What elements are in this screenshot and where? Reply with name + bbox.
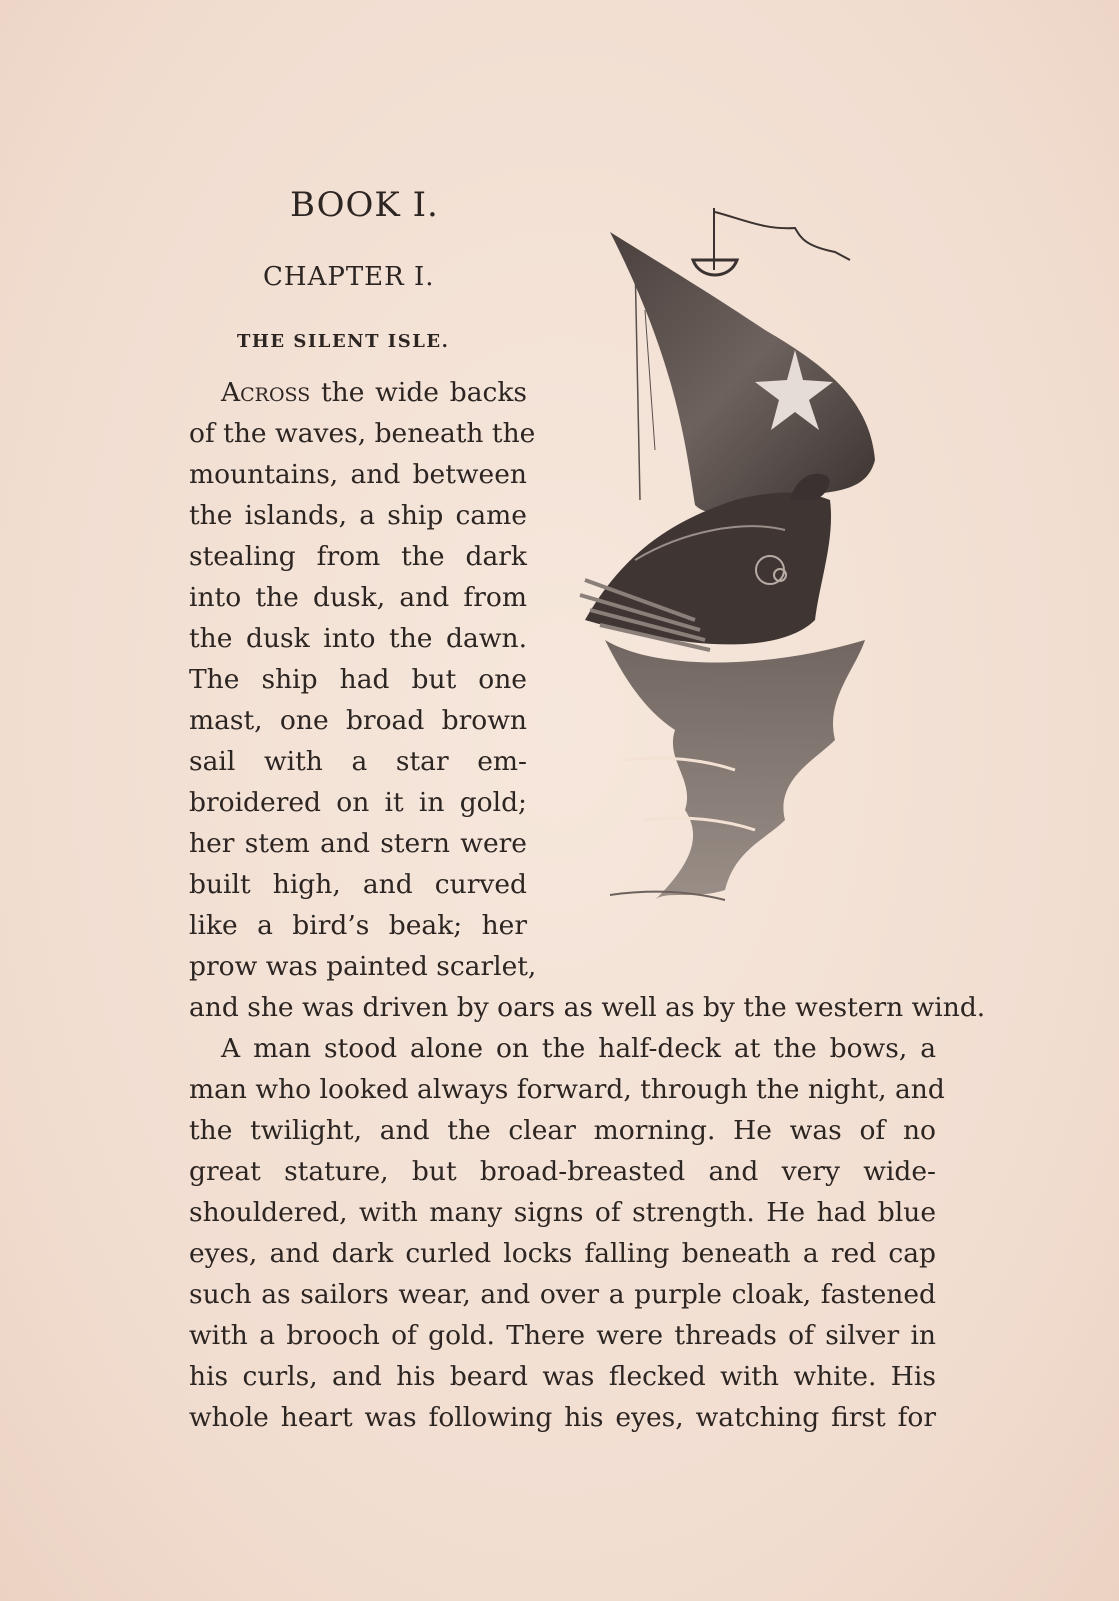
text-line-9: mast, one broad brown: [189, 705, 527, 736]
section-title: THE SILENT ISLE.: [237, 331, 450, 352]
text-line-12: her stem and stern were: [189, 828, 527, 859]
first-word: Across: [221, 377, 311, 408]
text-line-3: mountains, and between: [189, 459, 527, 490]
text-line-21: shouldered, with many signs of strength. He had blue: [189, 1197, 936, 1228]
text-line-23: such as sailors wear, and over a purple cloak, fastened: [189, 1279, 936, 1310]
text-line-16: and she was driven by oars as well as by the western wind.: [189, 992, 986, 1023]
text-line-7: the dusk into the dawn.: [189, 623, 527, 654]
text-line-2: of the waves, beneath the: [189, 418, 536, 449]
text-line-5: stealing from the dark: [189, 541, 527, 572]
text-line-18: man who looked always forward, through the night, and: [189, 1074, 945, 1105]
text-line-1: [189, 372, 527, 413]
text-line-8: The ship had but one: [189, 664, 527, 695]
text-line-26: whole heart was following his eyes, watching first for: [189, 1402, 936, 1433]
text-line-15: prow was painted scarlet,: [189, 951, 537, 982]
book-heading: BOOK I.: [290, 185, 439, 225]
text-line-22: eyes, and dark curled locks falling beneath a red cap: [189, 1238, 936, 1269]
text-line-14: like a bird’s beak; her: [189, 910, 527, 941]
text-line-25: his curls, and his beard was flecked with white. His: [189, 1361, 936, 1392]
text-line-13: built high, and curved: [189, 869, 527, 900]
text-line-17: A man stood alone on the half-deck at the bows, a: [221, 1033, 936, 1064]
text-line-20: great stature, but broad-breasted and very wide-: [189, 1156, 936, 1187]
text-line-24: with a brooch of gold. There were threads of silver in: [189, 1320, 936, 1351]
text-line-10: sail with a star em-: [189, 746, 527, 777]
line-text: the wide backs: [310, 377, 527, 408]
chapter-heading: CHAPTER I.: [263, 262, 435, 292]
text-line-11: broidered on it in gold;: [189, 787, 527, 818]
ship-with-star-sail-illustration: [565, 200, 875, 940]
text-line-6: into the dusk, and from: [189, 582, 527, 613]
text-line-4: the islands, a ship came: [189, 500, 527, 531]
text-line-19: the twilight, and the clear morning. He was of no: [189, 1115, 936, 1146]
